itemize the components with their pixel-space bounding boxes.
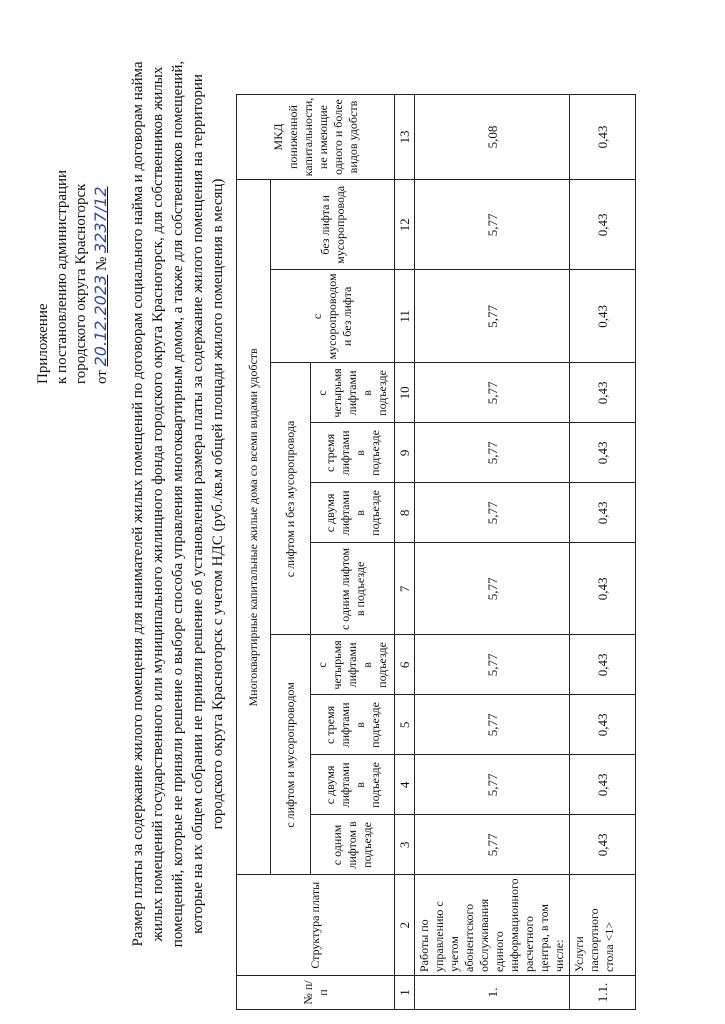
value-cell: 5,77 [415, 483, 570, 543]
value-cell: 0,43 [570, 815, 636, 875]
value-cell: 0,43 [570, 423, 636, 483]
handwritten-number: 3237/12 [91, 186, 110, 253]
value-cell: 0,43 [570, 483, 636, 543]
header-cell-structure: Структура платы [237, 875, 395, 976]
column-index-row [395, 94, 415, 1009]
index-cell: 6 [395, 635, 415, 695]
header-cell-col-4: с двумя лифтами в подъезде [311, 755, 395, 815]
value-cell: 5,77 [415, 695, 570, 755]
header-cell-col-12: без лифта и мусоропровода [271, 180, 395, 270]
header-cell-col-7: с одним лифтом в подъезде [311, 543, 395, 635]
header-cell-col-6: с четырьмя лифтами в подъезде [311, 635, 395, 695]
index-cell: 13 [395, 94, 415, 180]
number-label: № [94, 256, 110, 272]
from-label: от [94, 370, 110, 384]
index-cell: 12 [395, 180, 415, 270]
header-cell-low-capital: МКД пониженной капитальности, не имеющие одного и более видов удобств [237, 94, 395, 180]
header-line-resolution: к постановлению администрации [54, 169, 70, 384]
row-number: 1. [415, 976, 570, 1010]
header-cell-col-11: с мусоропроводом и без лифта [271, 270, 395, 363]
value-cell: 5,77 [415, 755, 570, 815]
value-cell: 5,77 [415, 543, 570, 635]
index-cell: 5 [395, 695, 415, 755]
index-cell: 8 [395, 483, 415, 543]
value-cell: 5,77 [415, 180, 570, 270]
value-cell: 0,43 [570, 695, 636, 755]
header-cell-group: Многоквартирные капитальные жилые дома со всеми видами удобств [237, 180, 271, 875]
header-cell-col-9: с тремя лифтами в подъезде [311, 423, 395, 483]
index-cell: 3 [395, 815, 415, 875]
header-cell-col-5: с тремя лифтами в подъезде [311, 695, 395, 755]
row-number: 1.1. [570, 976, 636, 1010]
index-cell: 4 [395, 755, 415, 815]
value-cell: 5,77 [415, 635, 570, 695]
header-cell-col-10: с четырьмя лифтами в подъезде [311, 363, 395, 423]
row-label: Услуги паспортного стола <1> [570, 875, 636, 976]
index-cell: 1 [395, 976, 415, 1010]
index-cell: 2 [395, 875, 415, 976]
approval-header [34, 4, 112, 384]
fee-table [236, 94, 636, 1010]
value-cell: 0,43 [570, 180, 636, 270]
document-title: Размер платы за содержание жилого помещения для нанимателей жилых помещений по договорам социального найма и договорам найма жилых помещений государственного или муниципального жилищного фонда городского округа Красногорск, для собственников жилых помещений, которые не приняли решение о выборе способа управления многоквартирным домом, а также для собственников помещений, которые на их общем собрании не приняли решение об установлении размера платы за содержание жилого помещения на территории городского округа Красногорск с учетом НДС (руб./кв.м общей площади жилого помещения в месяц) [130, 60, 226, 948]
value-cell: 5,08 [415, 94, 570, 180]
index-cell: 11 [395, 270, 415, 363]
header-line-date-number [91, 4, 112, 384]
header-line-appendix: Приложение [35, 303, 51, 384]
value-cell: 0,43 [570, 543, 636, 635]
value-cell: 0,43 [570, 363, 636, 423]
value-cell: 0,43 [570, 755, 636, 815]
index-cell: 7 [395, 543, 415, 635]
value-cell: 0,43 [570, 94, 636, 180]
value-cell: 0,43 [570, 270, 636, 363]
header-cell-col-8: с двумя лифтами в подъезде [311, 483, 395, 543]
table-row [570, 94, 636, 1009]
header-cell-col-3: с одним лифтом в подъезде [311, 815, 395, 875]
table-row [415, 94, 570, 1009]
header-cell-number: № п/п [237, 976, 395, 1010]
handwritten-date: 20.12.2023 [91, 274, 110, 367]
header-cell-lift-chute: с лифтом и мусоропроводом [271, 635, 311, 875]
header-line-district: городского округа Красногорск [73, 183, 89, 384]
value-cell: 0,43 [570, 635, 636, 695]
index-cell: 10 [395, 363, 415, 423]
value-cell: 5,77 [415, 423, 570, 483]
value-cell: 5,77 [415, 363, 570, 423]
value-cell: 5,77 [415, 270, 570, 363]
index-cell: 9 [395, 423, 415, 483]
row-label: Работы по управлению с учетом абонентского обслуживания единого информационного расчетного центра, в том числе: [415, 875, 570, 976]
header-cell-lift-no-chute: с лифтом и без мусоропровода [271, 363, 311, 635]
value-cell: 5,77 [415, 815, 570, 875]
